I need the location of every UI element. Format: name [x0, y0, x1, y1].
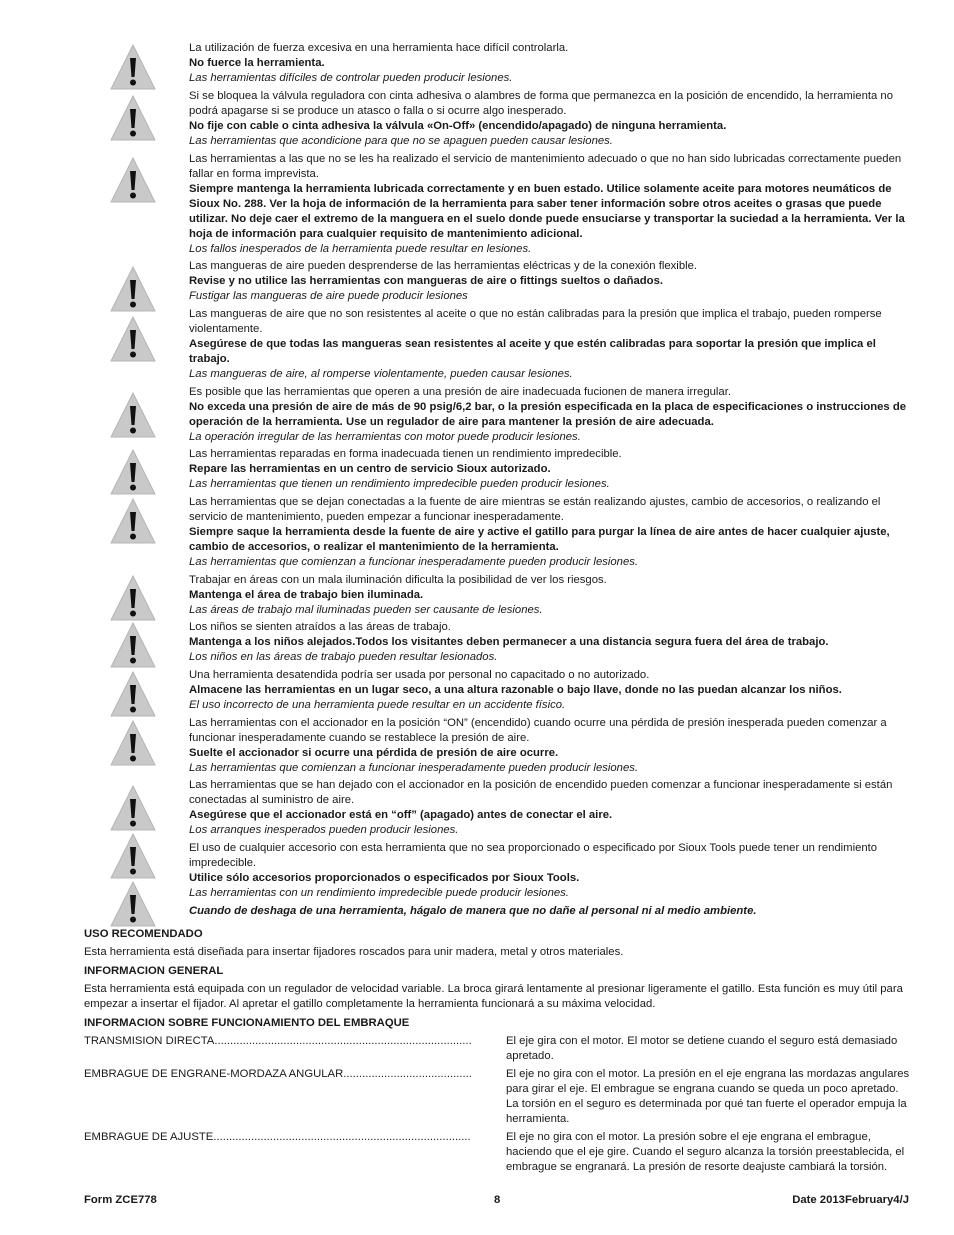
consequence-text: Las herramientas que comienzan a funcionar inesperadamente pueden producir lesiones.	[189, 556, 639, 568]
warning-icon	[110, 833, 156, 879]
instruction-text: No exceda una presión de aire de más de 90 psig/6,2 bar, o la presión especificada en la placa de especificaciones o instrucciones de operación de la herramienta. Use un regulador de aire para mantener la presión de aire adecuada.	[189, 401, 907, 428]
consequence-text: Las herramientas con un rendimiento impredecible puede producir lesiones.	[189, 887, 569, 899]
hazard-text: Las herramientas que se han dejado con el accionador en la posición de encendido pueden comenzar a funcionar inesperadamente si están conectadas al suministro de aire.	[189, 779, 893, 806]
uso-heading: USO RECOMENDADO	[84, 928, 203, 940]
clutch-desc: El eje gira con el motor. El motor se detiene cuando el seguro está demasiado apretado.	[506, 1035, 898, 1062]
hazard-text: Las herramientas a las que no se les ha realizado el servicio de mantenimiento adecuado o que no han sido lubricadas correctamente pueden fallar en forma imprevista.	[189, 153, 902, 180]
disposal-note: Cuando de deshaga de una herramienta, hágalo de manera que no dañe al personal ni al medio ambiente.	[189, 905, 757, 917]
instruction-text: Siempre saque la herramienta desde la fuente de aire y active el gatillo para purgar la línea de aire antes de hacer cualquier ajuste, cambio de accesorios, o realizar el mantenimiento de la herramienta.	[189, 526, 890, 553]
warning-block	[189, 778, 909, 838]
date-code: Date 2013February4/J	[792, 1194, 909, 1206]
form-number: Form ZCE778	[84, 1194, 157, 1206]
warning-block	[189, 716, 909, 776]
warning-block	[189, 89, 909, 149]
warning-icon	[110, 266, 156, 312]
hazard-text: Las herramientas reparadas en forma inadecuada tienen un rendimiento impredecible.	[189, 448, 622, 460]
consequence-text: El uso incorrecto de una herramienta puede resultar en un accidente físico.	[189, 699, 566, 711]
consequence-text: Las herramientas difíciles de controlar pueden producir lesiones.	[189, 72, 513, 84]
hazard-text: Trabajar en áreas con un mala iluminación dificulta la posibilidad de ver los riesgos.	[189, 574, 607, 586]
warning-icon	[110, 392, 156, 438]
consequence-text: Las herramientas que tienen un rendimiento impredecible pueden producir lesiones.	[189, 478, 610, 490]
instruction-text: Mantenga el área de trabajo bien iluminada.	[189, 589, 424, 601]
warning-block	[189, 841, 909, 901]
instruction-text: Almacene las herramientas en un lugar seco, a una altura razonable o bajo llave, donde no las puedan alcanzar los niños.	[189, 684, 842, 696]
consequence-text: Los fallos inesperados de la herramienta puede resultar en lesiones.	[189, 243, 532, 255]
instruction-text: Utilice sólo accesorios proporcionados o especificados por Sioux Tools.	[189, 872, 580, 884]
warning-block	[189, 385, 909, 445]
hazard-text: Las herramientas con el accionador en la posición “ON” (encendido) cuando ocurre una pérdida de presión inesperada pueden comenzar a funcionar inesperadamente cuando se restablece la presión de aire.	[189, 717, 887, 744]
hazard-text: Las herramientas que se dejan conectadas a la fuente de aire mientras se están realizando ajustes, cambio de accesorios, o realizando el servicio de mantenimiento, pueden empezar a funcionar inesperadamente.	[189, 496, 881, 523]
warning-block	[189, 307, 909, 382]
consequence-text: La operación irregular de las herramientas con motor puede producir lesiones.	[189, 431, 581, 443]
clutch-desc: El eje no gira con el motor. La presión en el eje engrana las mordazas angulares para girar el eje. El embrague se engrana cuando se queda un poco apretado. La torsión en el seguro es determinada por qué tan fuerte el operador empuja la herramienta.	[506, 1068, 910, 1125]
consequence-text: Las herramientas que acondicione para que no se apaguen pueden causar lesiones.	[189, 135, 613, 147]
warning-icon	[110, 720, 156, 766]
hazard-text: El uso de cualquier accesorio con esta herramienta que no sea proporcionado o especificado por Sioux Tools puede tener un rendimiento impredecible.	[189, 842, 878, 869]
warning-block	[189, 447, 909, 492]
consequence-text: Los niños en las áreas de trabajo pueden resultar lesionados.	[189, 651, 498, 663]
instruction-text: Asegúrese que el accionador está en “off” (apagado) antes de conectar el aire.	[189, 809, 613, 821]
clutch-label: TRANSMISION DIRECTA..................................................................................	[84, 1035, 472, 1047]
consequence-text: Las áreas de trabajo mal iluminadas pueden ser causante de lesiones.	[189, 604, 543, 616]
hazard-text: Una herramienta desatendida podría ser usada por personal no capacitado o no autorizado.	[189, 669, 650, 681]
clutch-desc: El eje no gira con el motor. La presión sobre el eje engrana el embrague, haciendo que el eje gire. Cuando el seguro alcanza la torsión preestablecida, el embrague se engranará. La presión de resorte deajuste cambiará la torsión.	[506, 1131, 905, 1173]
warning-icon	[110, 622, 156, 668]
instruction-text: No fuerce la herramienta.	[189, 57, 325, 69]
warning-block	[189, 41, 909, 86]
clutch-label: EMBRAGUE DE AJUSTE..................................................................................	[84, 1131, 471, 1143]
warning-icon	[110, 44, 156, 90]
warning-icons-column	[110, 0, 156, 930]
instruction-text: Asegúrese de que todas las mangueras sean resistentes al aceite y que estén calibradas para soportar la presión que implica el trabajo.	[189, 338, 876, 365]
consequence-text: Las mangueras de aire, al romperse violentamente, pueden causar lesiones.	[189, 368, 573, 380]
hazard-text: Los niños se sienten atraídos a las áreas de trabajo.	[189, 621, 451, 633]
warning-icon	[110, 785, 156, 831]
consequence-text: Los arranques inesperados pueden producir lesiones.	[189, 824, 459, 836]
info-heading: INFORMACION GENERAL	[84, 965, 224, 977]
warning-icon	[110, 498, 156, 544]
instruction-text: Suelte el accionador si ocurre una pérdida de presión de aire ocurre.	[189, 747, 559, 759]
instruction-text: Repare las herramientas en un centro de servicio Sioux autorizado.	[189, 463, 551, 475]
consequence-text: Las herramientas que comienzan a funcionar inesperadamente pueden producir lesiones.	[189, 762, 639, 774]
hazard-text: Si se bloquea la válvula reguladora con cinta adhesiva o alambres de forma que permanezca en la posición de encendido, la herramienta no podrá apagarse si se produce un atasco o falla o si ocurre algo inesperado.	[189, 90, 893, 117]
hazard-text: La utilización de fuerza excesiva en una herramienta hace difícil controlarla.	[189, 42, 569, 54]
warning-icon	[110, 575, 156, 621]
instruction-text: Siempre mantenga la herramienta lubricada correctamente y en buen estado. Utilice solamente aceite para motores neumáticos de Sioux No. 288. Ver la hoja de información de la herramienta para saber tener información sobre otros aceites o grasas que puede utilizar. No deje caer el extremo de la manguera en el suelo donde puede ensuciarse y transportar la suciedad a la herramienta. Ver la hoja de información para cualquier requisito de mantenimiento adicional.	[189, 183, 905, 240]
instruction-text: Revise y no utilice las herramientas con mangueras de aire o fittings sueltos o dañados.	[189, 275, 663, 287]
warning-icon	[110, 881, 156, 927]
info-text: Esta herramienta está equipada con un regulador de velocidad variable. La broca girará lentamente al presionar ligeramente el gatillo. Esta función es muy útil para empezar a insertar el fijador. Al apretar el gatillo completamente la herramienta funcionará a su máxima velocidad.	[84, 983, 903, 1010]
warning-block	[189, 573, 909, 618]
consequence-text: Fustigar las mangueras de aire puede producir lesiones	[189, 290, 468, 302]
warning-icon	[110, 671, 156, 717]
clutch-heading: INFORMACION SOBRE FUNCIONAMIENTO DEL EMBRAQUE	[84, 1017, 410, 1029]
warning-block	[189, 259, 909, 304]
warning-block	[189, 668, 909, 713]
warning-block	[189, 620, 909, 665]
warning-block	[189, 152, 909, 257]
warning-block	[189, 495, 909, 570]
instruction-text: No fije con cable o cinta adhesiva la válvula «On-Off» (encendido/apagado) de ninguna herramienta.	[189, 120, 727, 132]
warning-icon	[110, 316, 156, 362]
warning-icon	[110, 157, 156, 203]
instruction-text: Mantenga a los niños alejados.Todos los visitantes deben permanecer a una distancia segura fuera del área de trabajo.	[189, 636, 829, 648]
hazard-text: Las mangueras de aire que no son resistentes al aceite o que no están calibradas para la presión que implica el trabajo, pueden romperse violentamente.	[189, 308, 882, 335]
warning-icon	[110, 95, 156, 141]
clutch-label: EMBRAGUE DE ENGRANE-MORDAZA ANGULAR.........................................	[84, 1068, 472, 1080]
page-number: 8	[494, 1194, 501, 1206]
warning-icon	[110, 449, 156, 495]
hazard-text: Es posible que las herramientas que operen a una presión de aire inadecuada fucionen de manera irregular.	[189, 386, 731, 398]
hazard-text: Las mangueras de aire pueden desprenderse de las herramientas eléctricas y de la conexión flexible.	[189, 260, 698, 272]
uso-text: Esta herramienta está diseñada para insertar fijadores roscados para unir madera, metal y otros materiales.	[84, 946, 624, 958]
